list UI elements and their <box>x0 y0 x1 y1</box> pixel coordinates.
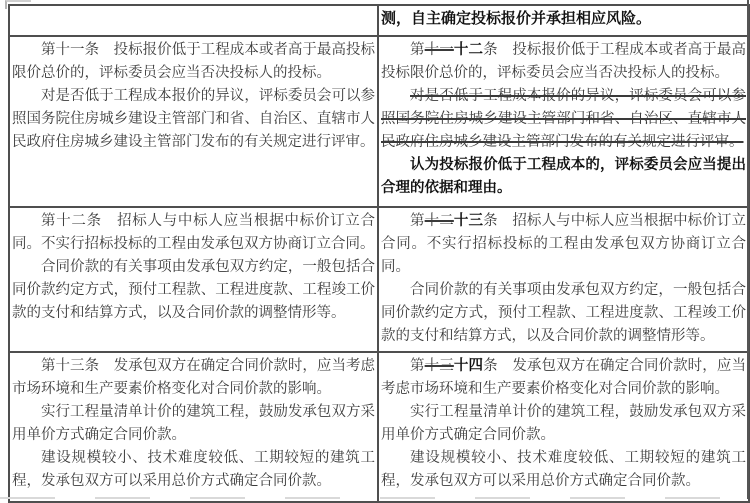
inserted-text: 测，自主确定投标报价并承担相应风险。 <box>381 11 652 27</box>
paragraph <box>12 355 375 401</box>
paragraph <box>381 210 746 279</box>
deleted-text: 十三 <box>424 358 454 374</box>
window-edge-line <box>747 0 749 499</box>
paragraph <box>381 85 746 154</box>
paragraph <box>12 39 375 85</box>
text-run: 建设规模较小、技术难度较低、工期较短的建筑工程，发承包双方可以采用总价方式确定合同价款。 <box>381 450 746 489</box>
table-row-continuation <box>9 5 749 36</box>
paragraph <box>381 401 746 447</box>
inserted-text: 十四 <box>453 358 484 374</box>
text-run: 建设规模较小、技术难度较低、工期较短的建筑工程，发承包双方可以采用总价方式确定合同价款。 <box>12 450 375 489</box>
text-run: 合同价款的有关事项由发承包双方约定，一般包括合同价款约定方式，预付工程款、工程进度款、工程竣工价款的支付和结算方式，以及合同价款的调整情形等。 <box>12 259 375 321</box>
cell-revised-article-14 <box>378 352 749 502</box>
paragraph <box>12 85 375 154</box>
paragraph <box>12 401 375 447</box>
text-run: 第 <box>410 42 425 58</box>
deleted-text: 十一 <box>424 42 454 58</box>
cell-original-article-13 <box>9 352 378 502</box>
text-run: 第十三条 发承包双方在确定合同价款时，应当考虑市场环境和生产要素价格变化对合同价款的影响。 <box>12 358 375 397</box>
inserted-text: 十三 <box>453 213 484 229</box>
inserted-text: 认为投标报价低于工程成本的，评标委员会应当提出合理的依据和理由。 <box>381 157 746 196</box>
paragraph <box>12 447 375 493</box>
document-comparison-table <box>8 4 747 503</box>
cell-original-article-11 <box>9 36 378 207</box>
table-row-article-11 <box>9 36 749 207</box>
cell-revised-continuation <box>378 5 749 36</box>
cell-original-continuation-empty <box>9 5 378 36</box>
text-run: 合同价款的有关事项由发承包双方约定，一般包括合同价款约定方式，预付工程款、工程进度款、工程竣工价款的支付和结算方式，以及合同价款的调整情形等。 <box>381 282 746 344</box>
deleted-text: 十二 <box>424 213 454 229</box>
paragraph <box>381 39 746 85</box>
cell-original-article-12 <box>9 207 378 352</box>
text-run: 条 投标报价低于工程成本或者高于最高投标限价总价的，评标委员会应当否决投标人的投标。 <box>381 42 747 81</box>
text-run: 条 招标人与中标人应当根据中标价订立合同。不实行招标投标的工程由发承包双方协商订立合同。 <box>381 213 747 275</box>
paragraph <box>381 279 746 348</box>
text-run: 对是否低于工程成本报价的异议，评标委员会可以参照国务院住房城乡建设主管部门和省、自治区、直辖市人民政府住房城乡建设主管部门发布的有关规定进行评审。 <box>12 88 375 150</box>
table-row-article-12 <box>9 207 749 352</box>
paragraph <box>381 355 746 401</box>
cell-revised-article-13 <box>378 207 749 352</box>
inserted-text: 十二 <box>453 42 484 58</box>
paragraph <box>381 8 746 31</box>
text-run: 第 <box>410 358 425 374</box>
paragraph <box>12 210 375 256</box>
text-run: 条 发承包双方在确定合同价款时，应当考虑市场环境和生产要素价格变化对合同价款的影响。 <box>381 358 747 397</box>
text-run: 实行工程量清单计价的建筑工程，鼓励发承包双方采用单价方式确定合同价款。 <box>12 404 375 443</box>
paragraph <box>381 447 746 493</box>
table-row-article-13 <box>9 352 749 502</box>
text-run: 第十一条 投标报价低于工程成本或者高于最高投标限价总价的，评标委员会应当否决投标人的投标。 <box>12 42 375 81</box>
comparison-table <box>8 4 750 503</box>
text-run: 第十二条 招标人与中标人应当根据中标价订立合同。不实行招标投标的工程由发承包双方协商订立合同。 <box>12 213 375 252</box>
text-run: 第 <box>410 213 425 229</box>
cell-revised-article-12 <box>378 36 749 207</box>
deleted-text: 对是否低于工程成本报价的异议，评标委员会可以参照国务院住房城乡建设主管部门和省、自治区、直辖市人民政府住房城乡建设主管部门发布的有关规定进行评审。 <box>381 88 746 150</box>
paragraph <box>12 256 375 325</box>
paragraph <box>381 154 746 200</box>
text-run: 实行工程量清单计价的建筑工程，鼓励发承包双方采用单价方式确定合同价款。 <box>381 404 746 443</box>
